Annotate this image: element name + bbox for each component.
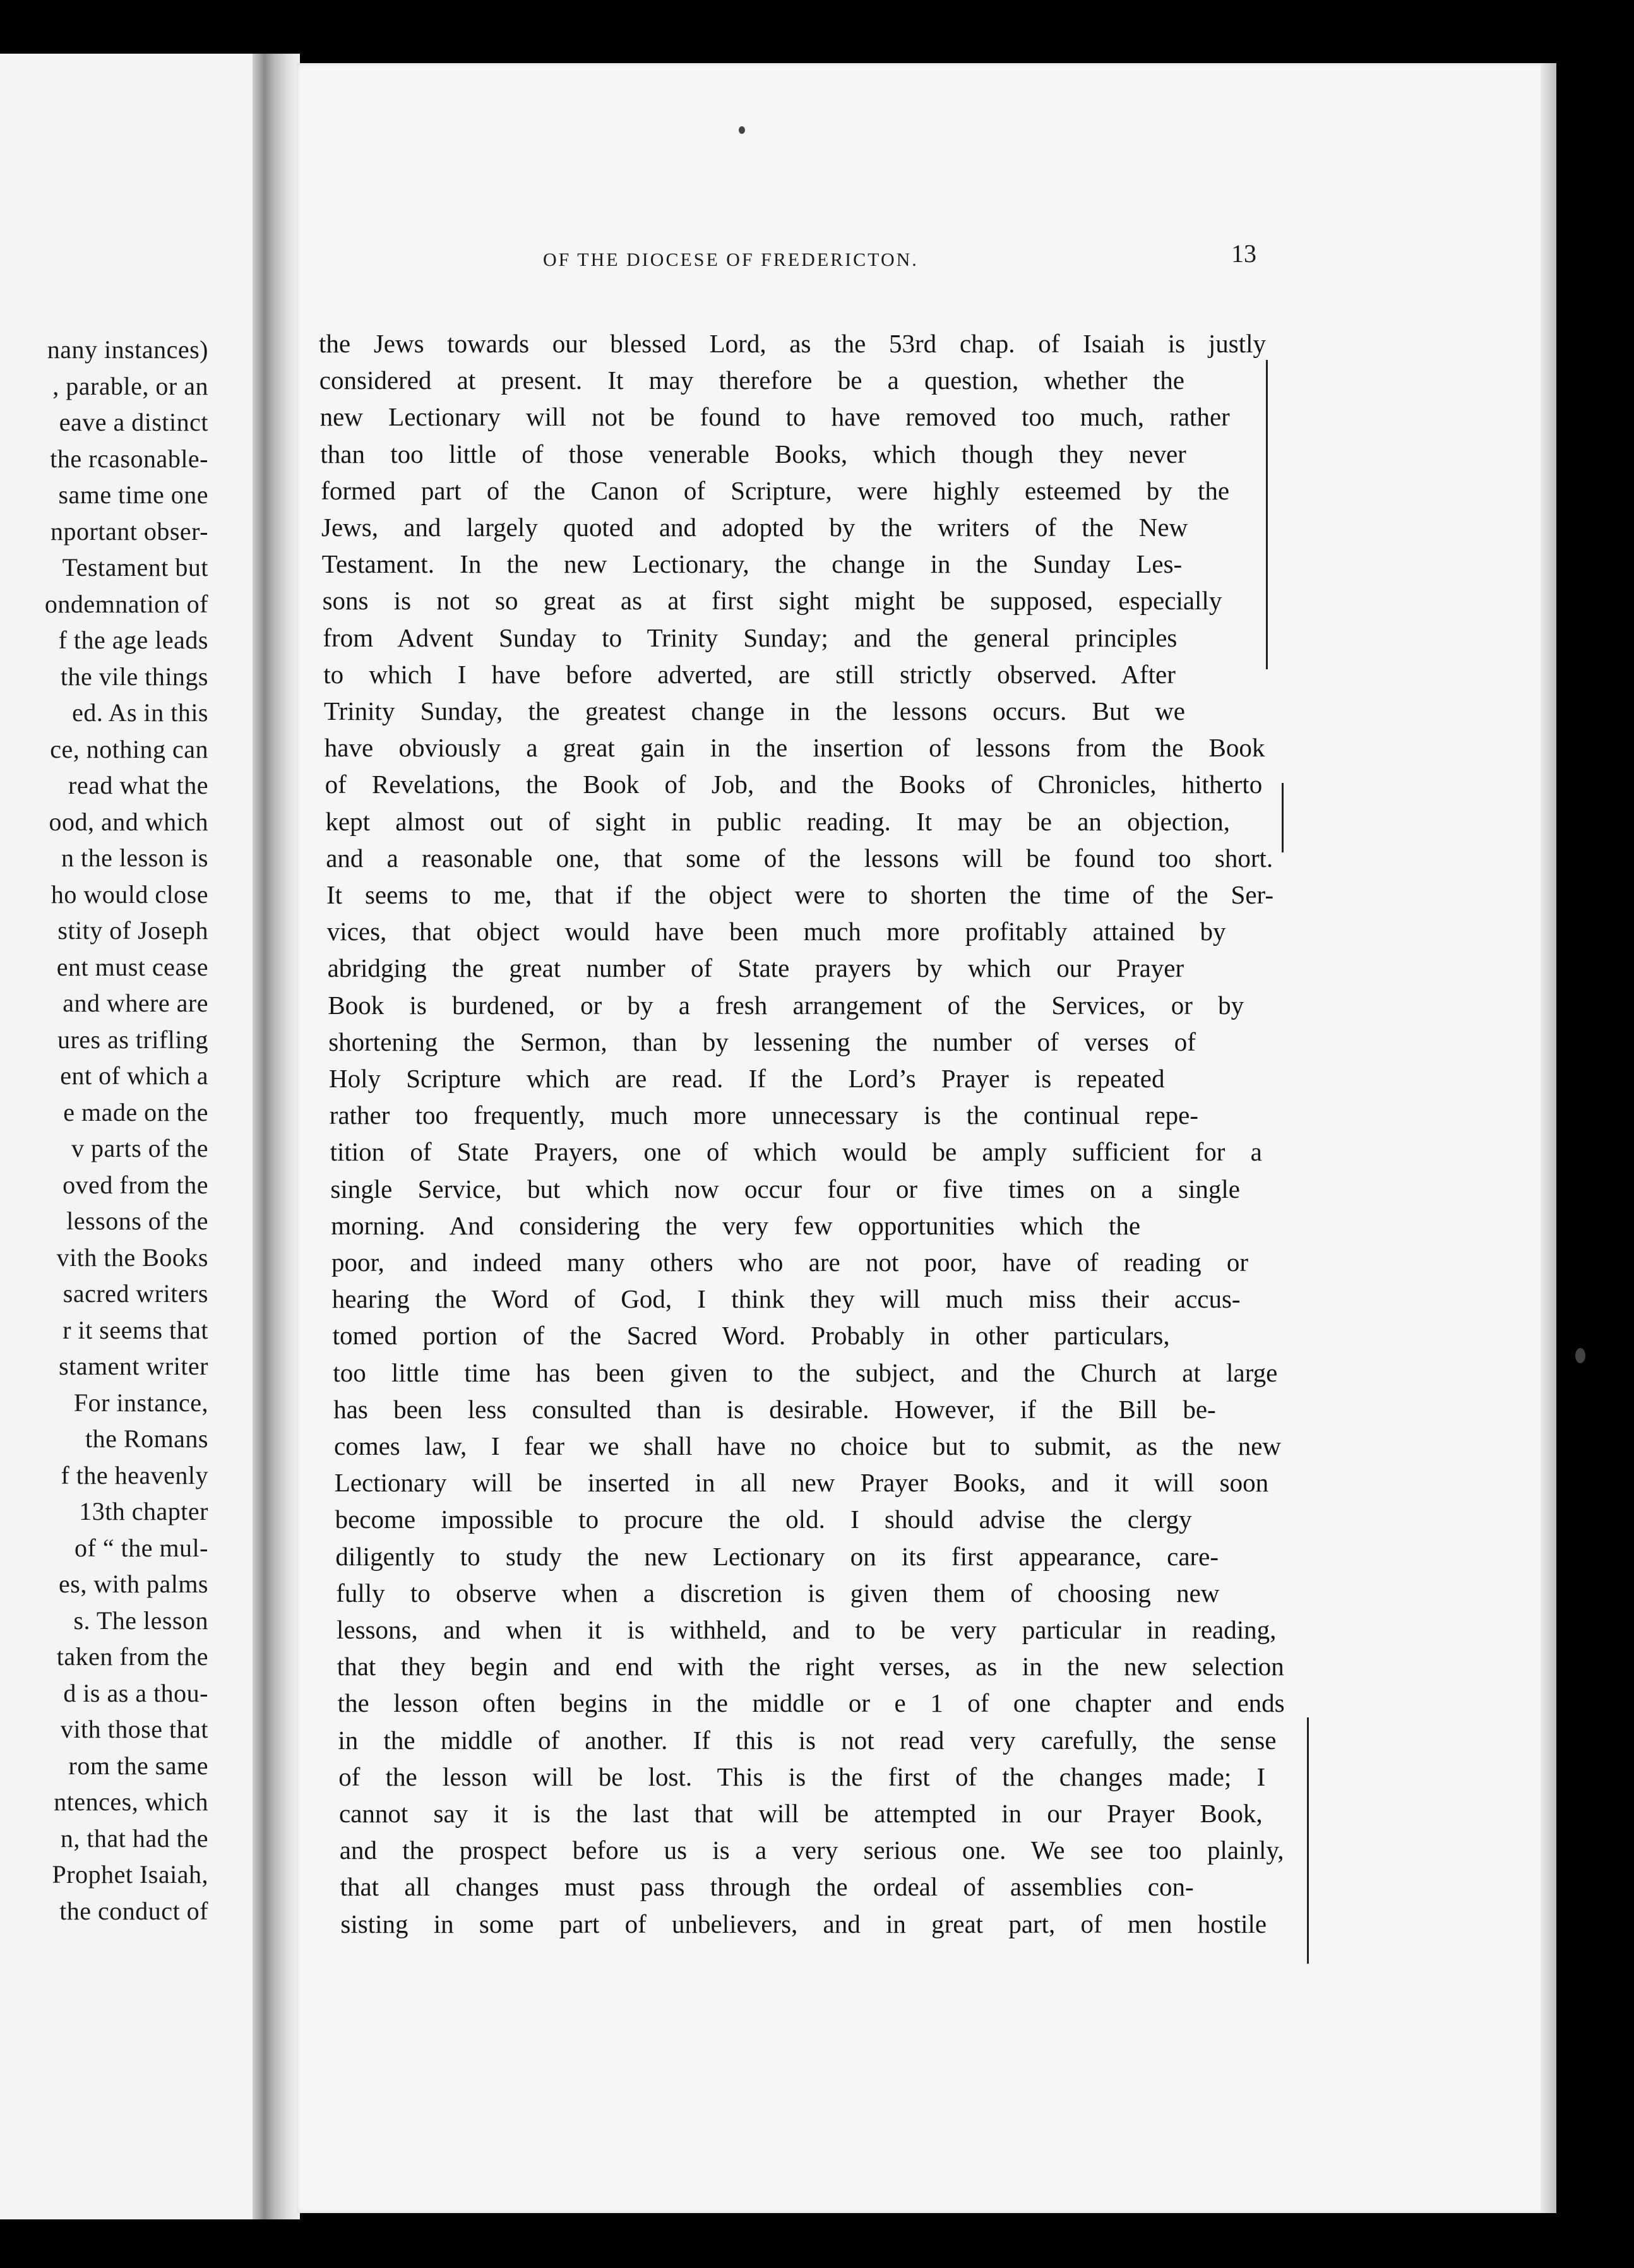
ink-speck — [1575, 1348, 1585, 1363]
left-text-line: oved from the — [63, 1170, 208, 1199]
left-text-line: the vile things — [60, 662, 208, 691]
body-text-line: formed part of the Canon of Scripture, were highly esteemed by the — [321, 475, 1230, 505]
left-text-line: rom the same — [68, 1751, 208, 1780]
body-text-line: lessons, and when it is withheld, and to be very particular in reading, — [337, 1615, 1277, 1644]
left-text-line: ntences, which — [54, 1788, 208, 1816]
body-text-line: Book is burdened, or by a fresh arrangement of the Services, or by — [328, 990, 1244, 1020]
margin-bar — [1282, 783, 1284, 852]
left-text-line: lessons of the — [66, 1207, 208, 1235]
book-gutter — [253, 54, 300, 2219]
left-text-line: v parts of the — [71, 1134, 208, 1162]
body-text-line: has been less consulted than is desirable. However, if the Bill be- — [333, 1394, 1216, 1424]
body-text-line: too little time has been given to the subject, and the Church at large — [333, 1358, 1278, 1387]
left-text-line: stity of Joseph — [57, 916, 208, 945]
body-text-line: rather too frequently, much more unnecessary is the continual repe- — [329, 1101, 1198, 1130]
body-text-line: that they begin and end with the right verses, as in the new selection — [337, 1652, 1284, 1681]
body-text-line: tition of State Prayers, one of which would be amply sufficient for a — [330, 1137, 1262, 1167]
body-text-line: have obviously a great gain in the insertion of lessons from the Book — [324, 733, 1265, 763]
left-text-line: eave a distinct — [59, 408, 208, 436]
body-text-line: poor, and indeed many others who are not poor, have of reading or — [331, 1248, 1248, 1277]
left-text-line: d is as a thou- — [63, 1678, 208, 1707]
margin-bar — [1307, 1717, 1309, 1964]
left-text-line: 13th chapter — [79, 1497, 208, 1525]
left-text-line: ce, nothing can — [50, 734, 208, 763]
margin-bar — [1266, 360, 1268, 669]
body-text-line: Holy Scripture which are read. If the Lord’s Prayer is repeated — [329, 1064, 1165, 1093]
left-text-line: nany instances) — [47, 335, 208, 364]
left-text-line: vith the Books — [56, 1243, 208, 1272]
body-text-line: sisting in some part of unbelievers, and in great part, of men hostile — [340, 1909, 1267, 1938]
left-text-line: f the heavenly — [61, 1460, 208, 1489]
body-text-line: diligently to study the new Lectionary on its first appearance, care- — [335, 1541, 1219, 1571]
left-text-line: ho would close — [51, 880, 208, 909]
body-text-line: of Revelations, the Book of Job, and the Books of Chronicles, hitherto — [325, 770, 1263, 799]
body-text-line: morning. And considering the very few opportunities which the — [331, 1210, 1141, 1240]
body-text-line: and the prospect before us is a very serious one. We see too plainly, — [339, 1835, 1284, 1865]
left-text-line: taken from the — [56, 1642, 208, 1671]
left-text-line: n the lesson is — [61, 844, 208, 872]
body-text-line: sons is not so great as at first sight might be supposed, especially — [322, 586, 1222, 616]
body-text-line: that all changes must pass through the ordeal of assemblies con- — [340, 1872, 1194, 1902]
left-text-line: the rcasonable- — [50, 444, 208, 473]
left-text-line: r it seems that — [63, 1315, 208, 1344]
running-header: OF THE DIOCESE OF FREDERICTON. — [543, 249, 919, 270]
body-text-line: to which I have before adverted, are still strictly observed. After — [323, 659, 1176, 689]
body-text-line: vices, that object would have been much more profitably attained by — [326, 917, 1226, 946]
left-text-line: ures as trifling — [57, 1025, 208, 1054]
left-text-line: e made on the — [63, 1097, 208, 1126]
left-text-line: sacred writers — [63, 1279, 208, 1308]
left-text-line: nportant obser- — [51, 516, 208, 546]
body-text-line: of the lesson will be lost. This is the first of the changes made; I — [338, 1762, 1266, 1791]
page-number: 13 — [1231, 239, 1256, 268]
left-text-line: the conduct of — [59, 1896, 208, 1925]
body-text-line: Jews, and largely quoted and adopted by the writers of the New — [321, 513, 1188, 542]
body-text-line: Trinity Sunday, the greatest change in the lessons occurs. But we — [324, 696, 1185, 725]
left-text-line: stament writer — [59, 1352, 208, 1380]
body-text-line: single Service, but which now occur four or five times on a single — [330, 1174, 1240, 1203]
body-text-line: from Advent Sunday to Trinity Sunday; and the general principles — [323, 623, 1178, 652]
left-text-line: Prophet Isaiah, — [52, 1860, 208, 1889]
body-text-line: become impossible to procure the old. I should advise the clergy — [335, 1505, 1192, 1534]
body-text-line: the Jews towards our blessed Lord, as the 53rd chap. of Isaiah is justly — [319, 329, 1266, 358]
left-text-line: s. The lesson — [73, 1606, 208, 1635]
left-text-line: es, with palms — [59, 1570, 208, 1598]
left-text-line: Testament but — [62, 553, 208, 582]
ink-speck — [739, 126, 745, 134]
left-text-line: of “ the mul- — [75, 1533, 208, 1562]
body-text-line: fully to observe when a discretion is given them of choosing new — [336, 1578, 1220, 1608]
body-text-line: tomed portion of the Sacred Word. Probably in other particulars, — [332, 1321, 1170, 1351]
body-text-line: the lesson often begins in the middle or e 1 of one chapter and ends — [337, 1688, 1285, 1718]
body-text-line: kept almost out of sight in public reading. It may be an objection, — [325, 806, 1230, 836]
body-text-line: considered at present. It may therefore be a question, whether the — [319, 366, 1184, 395]
body-text-line: comes law, I fear we shall have no choice but to submit, as the new — [334, 1431, 1281, 1460]
body-text-line: Testament. In the new Lectionary, the change in the Sunday Les- — [321, 549, 1183, 579]
left-text-line: ood, and which — [49, 807, 208, 836]
left-text-line: vith those that — [60, 1715, 208, 1743]
left-text-line: f the age leads — [58, 626, 208, 654]
body-text-line: shortening the Sermon, than by lessening the number of verses of — [328, 1027, 1196, 1056]
left-text-line: and where are — [63, 989, 208, 1017]
body-text-line: Lectionary will be inserted in all new Prayer Books, and it will soon — [334, 1468, 1269, 1498]
left-text-line: ent of which a — [60, 1061, 208, 1090]
body-text-line: than too little of those venerable Books, which though they never — [320, 439, 1186, 469]
left-text-line: n, that had the — [60, 1823, 208, 1853]
left-text-line: ed. As in this — [72, 698, 208, 727]
body-text-line: It seems to me, that if the object were to shorten the time of the Ser- — [326, 880, 1273, 909]
left-text-line: , parable, or an — [52, 371, 208, 400]
body-text-line: hearing the Word of God, I think they will much miss their accus- — [331, 1284, 1241, 1314]
page-edge — [1541, 63, 1556, 2213]
left-text-line: same time one — [58, 480, 208, 509]
body-text-line: and a reasonable one, that some of the lessons will be found too short. — [326, 843, 1273, 873]
body-text-line: abridging the great number of State prayers by which our Prayer — [327, 953, 1184, 983]
left-text-line: the Romans — [85, 1424, 208, 1453]
body-text-line: new Lectionary will not be found to have removed too much, rather — [319, 402, 1230, 432]
left-text-line: read what the — [68, 771, 208, 799]
body-text-line: in the middle of another. If this is not read very carefully, the sense — [338, 1725, 1277, 1755]
left-text-line: ondemnation of — [44, 589, 208, 618]
body-text-line: cannot say it is the last that will be attempted in our Prayer Book, — [339, 1799, 1263, 1828]
left-text-line: ent must cease — [56, 952, 208, 981]
left-text-line: For instance, — [73, 1388, 208, 1417]
